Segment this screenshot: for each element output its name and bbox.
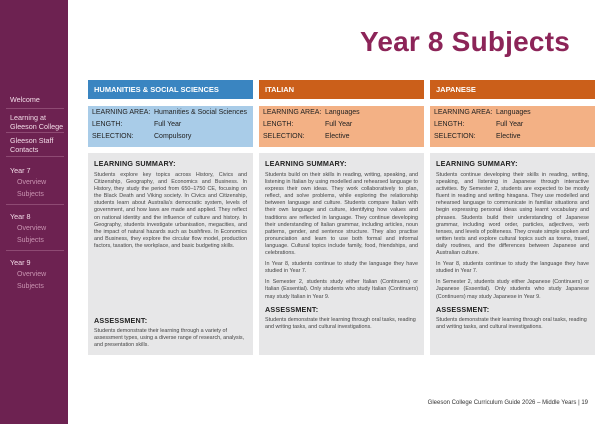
summary-text: Students explore key topics across History, Civics and Citizenship, Geography, and Economics and Business. In History, they study the period from 650–1750 CE, focusing on the Black Death and Viking society. In Civics and Citizenship, students learn about Australia's democratic system, levels of government, and how laws are made and applied. They reflect on national identity and the influence of culture and history. In Geography, students investigate urbanisation, megacities, and the impact of natural hazards such as bushfires. In Economics and Business, they explore the circular flow model, production factors, taxation, the workplace, and basic budgeting skills.: [94, 172, 247, 249]
summary-text: Students build on their skills in reading, writing, speaking, and listening in Italian by using modelled and rehearsed language to express their own ideas. They work collaboratively to plan, reflect, and solve problems, while exploring the relationship between language and culture. Students compare Italian with their own language and culture, identifying how values and traditions are reflected in language. They continue developing their understanding of Italian grammar, including articles, noun patterns, gender, and sentence structure. They also practise pronunciation and learn to use both formal and informal language. Cultural topics include family, food, friendships, and celebrations.: [265, 172, 418, 257]
learning-area-label: LEARNING AREA:: [263, 109, 322, 116]
selection-label: SELECTION:: [92, 133, 134, 140]
subject-body: [430, 153, 595, 355]
length-label: LENGTH:: [92, 121, 123, 128]
nav-year9-subjects[interactable]: Subjects: [17, 283, 44, 290]
summary-text: In Year 8, students continue to study the language they have studied in Year 7.: [265, 261, 418, 275]
selection-label: SELECTION:: [263, 133, 305, 140]
summary-text: In Semester 2, students study either Japanese (Continuers) or Japanese (Essential). Only students who study Japanese (Continuers) may study Japanese in Year 9.: [436, 279, 589, 300]
assessment-heading: ASSESSMENT:: [94, 316, 148, 325]
nav-divider: [6, 250, 64, 251]
subject-header: ITALIAN: [259, 80, 424, 99]
nav-learning[interactable]: Learning at Gleeson College: [10, 113, 64, 131]
learning-area-label: LEARNING AREA:: [434, 109, 493, 116]
nav-year8-overview[interactable]: Overview: [17, 225, 47, 232]
sidebar-nav: [0, 0, 68, 424]
assessment-heading: ASSESSMENT:: [265, 304, 319, 314]
nav-divider: [6, 156, 64, 157]
nav-year8[interactable]: Year 8: [10, 212, 31, 221]
subject-body: [259, 153, 424, 355]
subject-header: HUMANITIES & SOCIAL SCIENCES: [88, 80, 253, 99]
learning-area-value: Humanities & Social Sciences: [154, 109, 247, 116]
assessment-text: Students demonstrate their learning through oral tasks, reading and writing tasks, and cultural investigations.: [436, 316, 587, 330]
page-title: Year 8 Subjects: [359, 26, 570, 57]
selection-value: Elective: [325, 133, 350, 140]
summary-heading: LEARNING SUMMARY:: [436, 159, 518, 168]
nav-staff-contacts[interactable]: Gleeson Staff Contacts: [10, 136, 54, 154]
subject-info-box: [88, 106, 253, 147]
nav-divider: [6, 132, 64, 133]
summary-text: In Year 8, students continue to study the language they have studied in Year 7.: [436, 261, 589, 275]
nav-divider: [6, 108, 64, 109]
subject-body: [88, 153, 253, 355]
subject-info-box: [259, 106, 424, 147]
selection-value: Compulsory: [154, 133, 192, 140]
assessment-heading: ASSESSMENT:: [436, 304, 490, 314]
page-footer: Gleeson College Curriculum Guide 2026 – Middle Years | 19: [427, 400, 588, 406]
selection-value: Elective: [496, 133, 521, 140]
learning-area-value: Languages: [325, 109, 360, 116]
subject-column-italian: [259, 80, 424, 355]
nav-divider: [6, 204, 64, 205]
nav-year7-overview[interactable]: Overview: [17, 179, 47, 186]
nav-year7[interactable]: Year 7: [10, 166, 31, 175]
learning-area-value: Languages: [496, 109, 531, 116]
subject-header: JAPANESE: [430, 80, 595, 99]
summary-heading: LEARNING SUMMARY:: [265, 159, 347, 168]
summary-text: In Semester 2, students study either Italian (Continuers) or Italian (Essential). Only students who study Italian (Continuers) may study Italian in Year 9.: [265, 279, 418, 300]
summary-text: Students continue developing their skills in reading, writing, speaking, and listening in Japanese through interactive activities. By Semester 2, students are expected to be mostly fluent in reading and writing hiragana. They use modelled and rehearsed language to communicate in familiar situations and begin expressing personal ideas using learnt vocabulary and phrases. Students build their understanding of Japanese grammar, including word order, particles, adjectives, verb tenses, and levels of politeness. They create simple spoken and written texts and explore cultural topics such as towns, travel, daily routines, and the differences between Japanese and Australian culture.: [436, 172, 589, 257]
subject-column-humanities: [88, 80, 253, 355]
assessment-text: Students demonstrate their learning through oral tasks, reading and writing tasks, and cultural investigations.: [265, 316, 416, 330]
nav-welcome[interactable]: Welcome: [10, 95, 40, 104]
length-value: Full Year: [496, 121, 524, 128]
nav-year7-subjects[interactable]: Subjects: [17, 191, 44, 198]
subject-info-box: [430, 106, 595, 147]
nav-year8-subjects[interactable]: Subjects: [17, 237, 44, 244]
selection-label: SELECTION:: [434, 133, 476, 140]
summary-heading: LEARNING SUMMARY:: [94, 159, 176, 168]
length-label: LENGTH:: [434, 121, 465, 128]
nav-year9-overview[interactable]: Overview: [17, 271, 47, 278]
nav-year9[interactable]: Year 9: [10, 258, 31, 267]
length-label: LENGTH:: [263, 121, 294, 128]
learning-area-label: LEARNING AREA:: [92, 109, 151, 116]
length-value: Full Year: [325, 121, 353, 128]
length-value: Full Year: [154, 121, 182, 128]
assessment-text: Students demonstrate their learning through a variety of assessment types, using a diverse range of research, analysis, and presentation skills.: [94, 328, 245, 348]
subject-column-japanese: [430, 80, 595, 355]
